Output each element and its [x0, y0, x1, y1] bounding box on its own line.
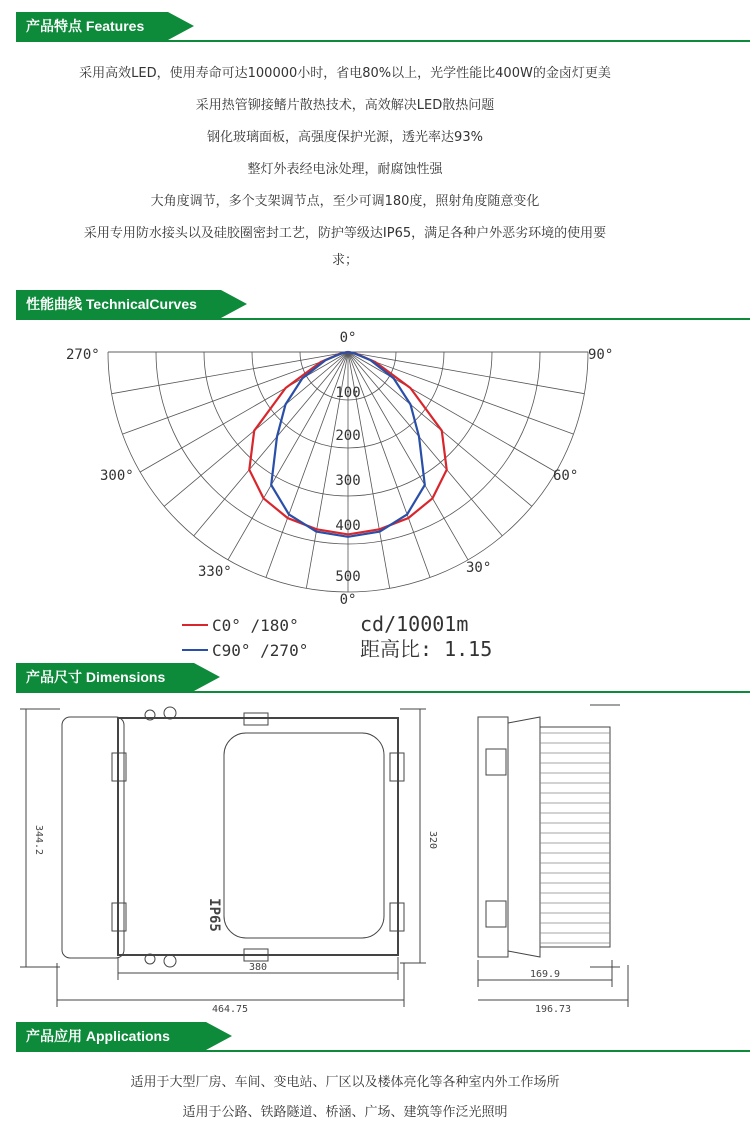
- radial-label-200: 200: [335, 428, 361, 444]
- radial-label-400: 400: [335, 518, 361, 534]
- side-clip-bottom: [486, 901, 506, 927]
- feature-line-4: 整灯外表经电泳处理，耐腐蚀性强: [247, 162, 443, 177]
- front-housing: [118, 718, 398, 955]
- front-bolt-4: [164, 955, 176, 967]
- ip-mark: IP65: [206, 898, 222, 932]
- dimensions-rule: [16, 691, 750, 693]
- radial-label-300: 300: [335, 473, 361, 489]
- radial-label-100: 100: [335, 385, 361, 401]
- application-line-2: 适用于公路、铁路隧道、桥涵、广场、建筑等作泛光照明: [182, 1105, 508, 1120]
- legend-label-c90: C90° /270°: [212, 641, 309, 660]
- dim-height-outer: 344.2: [33, 824, 44, 856]
- grid-spoke-50: [194, 352, 348, 536]
- angle-label-270: 270°: [66, 347, 100, 363]
- feature-line-3: 钢化玻璃面板，高强度保护光源，透光率达93%: [207, 130, 483, 145]
- side-heatsink-fins: [540, 733, 610, 943]
- chart-legend: [182, 612, 492, 661]
- feature-line-2: 采用热管铆接鳍片散热技术，高效解决LED散热问题: [195, 98, 495, 113]
- polar-chart: [0, 322, 750, 662]
- feature-line-1: 采用高效LED，使用寿命可达100000小时，省电80%以上，光学性能比400W的金卤灯更美: [79, 66, 611, 81]
- dim-side-depth: 169.9: [529, 969, 561, 980]
- angle-label-60: 60°: [553, 468, 579, 484]
- angle-label-90: 90°: [588, 347, 614, 363]
- side-view: [478, 705, 620, 967]
- side-bracket: [478, 717, 508, 957]
- side-heatsink: [540, 727, 610, 947]
- legend-label-c0: C0° /180°: [212, 616, 299, 635]
- dim-height-inner: 320: [427, 830, 438, 850]
- angle-label-30: 30°: [466, 560, 492, 576]
- dim-side-total: 196.73: [534, 1004, 572, 1015]
- angle-label-top: 0°: [339, 330, 357, 346]
- radial-label-500: 500: [335, 569, 361, 585]
- side-body: [508, 717, 540, 957]
- grid-spoke-130: [348, 352, 502, 536]
- applications-title: 产品应用 Applications: [16, 1022, 206, 1050]
- angle-label-330: 330°: [198, 564, 232, 580]
- feature-line-7: 求；: [331, 253, 358, 268]
- curves-title: 性能曲线 TechnicalCurves: [16, 290, 221, 318]
- front-glass-panel: [224, 733, 384, 938]
- dimensions-header: [16, 663, 750, 693]
- side-clip-top: [486, 749, 506, 775]
- features-header: [16, 12, 750, 42]
- curves-header: [16, 290, 750, 320]
- dim-width-inner: 380: [248, 962, 268, 973]
- chart-unit: cd/10001m: [360, 612, 469, 636]
- applications-rule: [16, 1050, 750, 1052]
- dimension-drawing-svg: [0, 695, 750, 1020]
- angle-label-bottom: 0°: [339, 592, 357, 608]
- curves-rule: [16, 318, 750, 320]
- applications-header: [16, 1022, 750, 1052]
- feature-line-6: 采用专用防水接头以及硅胶圈密封工艺，防护等级达IP65，满足各种户外恶劣环境的使用要: [83, 226, 607, 241]
- polar-chart-svg: [0, 322, 750, 662]
- features-rule: [16, 40, 750, 42]
- features-title: 产品特点 Features: [16, 12, 168, 40]
- feature-line-5: 大角度调节，多个支架调节点，至少可调180度，照射角度随意变化: [150, 194, 540, 209]
- application-line-1: 适用于大型厂房、车间、变电站、厂区以及楼体亮化等各种室内外工作场所: [130, 1075, 560, 1090]
- dimension-drawing: [0, 695, 750, 1020]
- chart-ratio: 距高比: 1.15: [360, 637, 493, 661]
- angle-label-300: 300°: [100, 468, 134, 484]
- dimensions-title: 产品尺寸 Dimensions: [16, 663, 194, 691]
- dim-width-outer: 464.75: [211, 1004, 249, 1015]
- front-view: [62, 707, 404, 967]
